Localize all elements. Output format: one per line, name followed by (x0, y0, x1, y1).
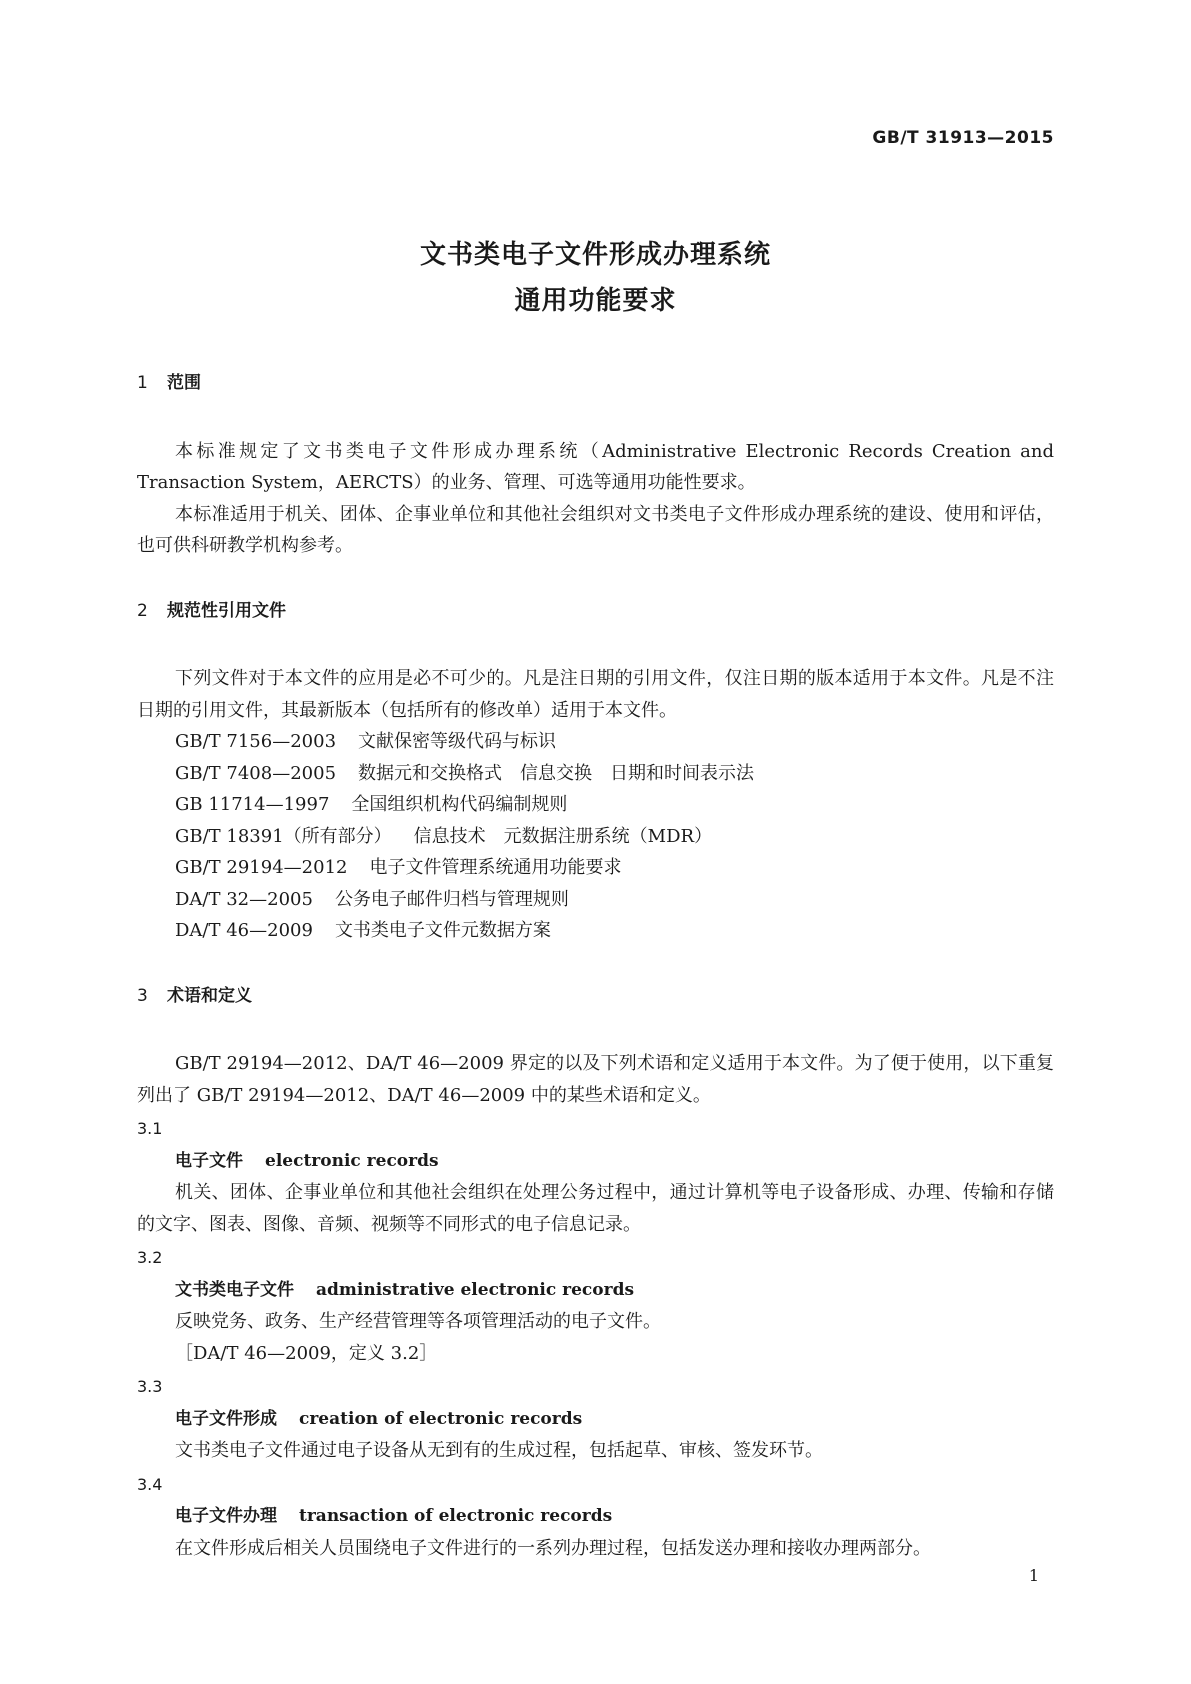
reference-title: 全国组织机构代码编制规则 (351, 794, 568, 815)
document-title (0, 232, 1191, 324)
reference-item (137, 821, 1054, 853)
section-title: 术语和定义 (167, 985, 252, 1006)
term-english: administrative electronic records (316, 1279, 635, 1300)
standard-number: GB/T 31913—2015 (872, 128, 1054, 148)
reference-item (137, 726, 1054, 758)
term-definition: 文书类电子文件通过电子设备从无到有的生成过程，包括起草、审核、签发环节。 (175, 1440, 823, 1461)
section-title: 范围 (167, 373, 201, 393)
term-source: ［DA/T 46—2009，定义 3.2］ (175, 1342, 438, 1364)
title-line-2: 通用功能要求 (514, 286, 677, 316)
term-english: transaction of electronic records (299, 1506, 613, 1526)
reference-code: GB/T 29194—2012 (175, 857, 348, 878)
term-heading (137, 1403, 1054, 1436)
term-english: electronic records (265, 1150, 439, 1171)
term-heading (137, 1500, 1054, 1533)
reference-title: 信息技术 元数据注册系统（MDR） (413, 825, 713, 847)
reference-title: 公务电子邮件归档与管理规则 (334, 888, 569, 910)
term-english: creation of electronic records (299, 1408, 583, 1429)
paragraph: GB/T 29194—2012、DA/T 46—2009 界定的以及下列术语和定义适用于本文件。为了便于使用，以下重复列出了 GB/T 29194—2012、DA/T 46—2009 中的某些术语和定义。 (137, 1053, 1054, 1106)
reference-item (137, 852, 1054, 884)
reference-code: GB/T 7156—2003 (175, 731, 337, 752)
term-definition: 反映党务、政务、生产经营管理等各项管理活动的电子文件。 (175, 1311, 661, 1332)
section-number: 2 (137, 600, 148, 621)
section-number: 1 (137, 373, 148, 393)
reference-code: GB 11714—1997 (175, 794, 330, 815)
term-number: 3.4 (137, 1474, 163, 1494)
reference-title: 文书类电子文件元数据方案 (334, 920, 551, 941)
document-body (137, 368, 1054, 1564)
term-number: 3.2 (137, 1248, 163, 1267)
reference-title: 文献保密等级代码与标识 (358, 731, 557, 752)
section-number: 3 (137, 985, 148, 1006)
reference-item (137, 884, 1054, 916)
term-chinese: 电子文件形成 (175, 1408, 277, 1429)
paragraph: 本标准适用于机关、团体、企事业单位和其他社会组织对文书类电子文件形成办理系统的建设、使用和评估，也可供科研教学机构参考。 (137, 503, 1054, 556)
reference-code: GB/T 7408—2005 (175, 762, 337, 784)
term-definition: 在文件形成后相关人员围绕电子文件进行的一系列办理过程，包括发送办理和接收办理两部分。 (175, 1537, 931, 1559)
reference-item (137, 915, 1054, 947)
term-heading (137, 1274, 1054, 1307)
term-number: 3.1 (137, 1119, 163, 1138)
term-number: 3.3 (137, 1377, 163, 1396)
section-heading-terms-definitions (137, 981, 1054, 1013)
term-heading (137, 1145, 1054, 1178)
section-heading-scope (137, 368, 1054, 400)
title-line-1: 文书类电子文件形成办理系统 (419, 240, 771, 270)
term-chinese: 电子文件办理 (175, 1506, 277, 1526)
reference-title: 数据元和交换格式 信息交换 日期和时间表示法 (358, 762, 755, 784)
page-number: 1 (1028, 1566, 1039, 1585)
reference-item (137, 789, 1054, 821)
paragraph: 本标准规定了文书类电子文件形成办理系统（Administrative Electronic Records Creation and Transaction System，AERCTS）的业务、管理、可选等通用功能性要求。 (137, 440, 1054, 493)
reference-code: GB/T 18391（所有部分） (175, 825, 392, 847)
reference-item (137, 758, 1054, 790)
reference-title: 电子文件管理系统通用功能要求 (369, 857, 622, 878)
section-title: 规范性引用文件 (167, 600, 286, 621)
term-chinese: 文书类电子文件 (175, 1279, 294, 1300)
reference-code: DA/T 32—2005 (175, 888, 313, 910)
section-heading-normative-references (137, 596, 1054, 628)
term-chinese: 电子文件 (175, 1150, 243, 1171)
paragraph: 下列文件对于本文件的应用是必不可少的。凡是注日期的引用文件，仅注日期的版本适用于本文件。凡是不注日期的引用文件，其最新版本（包括所有的修改单）适用于本文件。 (137, 668, 1054, 721)
term-definition: 机关、团体、企事业单位和其他社会组织在处理公务过程中，通过计算机等电子设备形成、办理、传输和存储的文字、图表、图像、音频、视频等不同形式的电子信息记录。 (137, 1182, 1054, 1235)
reference-code: DA/T 46—2009 (175, 920, 313, 941)
